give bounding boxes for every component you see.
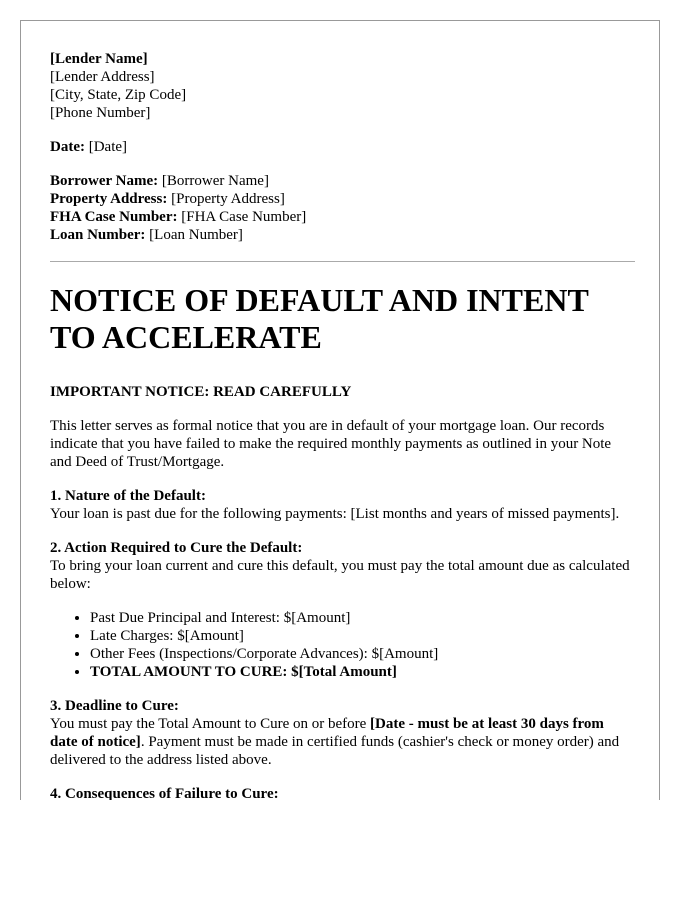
section-4-title: 4. Consequences of Failure to Cure: [50, 786, 279, 800]
lender-city-state-zip: [City, State, Zip Code] [50, 87, 187, 103]
date-line [50, 138, 635, 156]
section-4 [50, 785, 635, 800]
list-item: • Late Charges: $[Amount] [90, 627, 635, 645]
section-3-text-after: . Payment must be made in certified funds (cashier's check or money order) and delivered to the address listed above. [50, 734, 620, 768]
lender-phone: [Phone Number] [50, 105, 151, 121]
amount-list [50, 609, 635, 681]
page-title: NOTICE OF DEFAULT AND INTENT TO ACCELERATE [50, 282, 589, 355]
field-value: [FHA Case Number] [181, 209, 307, 225]
list-item: • Other Fees (Inspections/Corporate Advances): $[Amount] [90, 645, 635, 663]
lender-address: [Lender Address] [50, 69, 155, 85]
field-label: Loan Number: [50, 227, 146, 243]
divider [50, 261, 635, 262]
important-notice: IMPORTANT NOTICE: READ CAREFULLY [50, 384, 352, 400]
loan-number-line [50, 226, 635, 244]
date-value: [Date] [88, 139, 128, 155]
field-label: Borrower Name: [50, 173, 159, 189]
intro-paragraph: This letter serves as formal notice that you are in default of your mortgage loan. Our records indicate that you have failed to make the required monthly payments as outlined in your Note and Deed of Trust/Mortgage. [50, 418, 612, 470]
deadline-date: [Date - must be at least 30 days from date of notice] [50, 716, 604, 750]
section-1-text: Your loan is past due for the following payments: [List months and years of missed payments]. [50, 506, 620, 522]
section-1 [50, 487, 635, 523]
borrower-info [50, 172, 635, 244]
letter-page [20, 20, 660, 800]
borrower-name-line [50, 172, 635, 190]
field-label: FHA Case Number: [50, 209, 178, 225]
field-value: [Loan Number] [149, 227, 243, 243]
section-2-title: 2. Action Required to Cure the Default: [50, 540, 303, 556]
date-label: Date: [50, 139, 85, 155]
section-1-title: 1. Nature of the Default: [50, 488, 206, 504]
list-item-total [90, 663, 635, 681]
total-amount-text: TOTAL AMOUNT TO CURE: $[Total Amount] [90, 664, 397, 680]
letter-body [50, 50, 635, 800]
lender-block [50, 50, 635, 122]
field-label: Property Address: [50, 191, 168, 207]
section-3-title: 3. Deadline to Cure: [50, 698, 179, 714]
lender-name: [Lender Name] [50, 51, 148, 67]
section-2-text: To bring your loan current and cure this default, you must pay the total amount due as calculated below: [50, 558, 630, 592]
property-address-line [50, 190, 635, 208]
section-3-text [50, 715, 635, 769]
field-value: [Property Address] [171, 191, 285, 207]
section-2 [50, 539, 635, 681]
fha-case-number-line [50, 208, 635, 226]
field-value: [Borrower Name] [161, 173, 269, 189]
section-3 [50, 697, 635, 769]
list-item: • Past Due Principal and Interest: $[Amount] [90, 609, 635, 627]
section-3-text-before: You must pay the Total Amount to Cure on or before [50, 716, 371, 732]
